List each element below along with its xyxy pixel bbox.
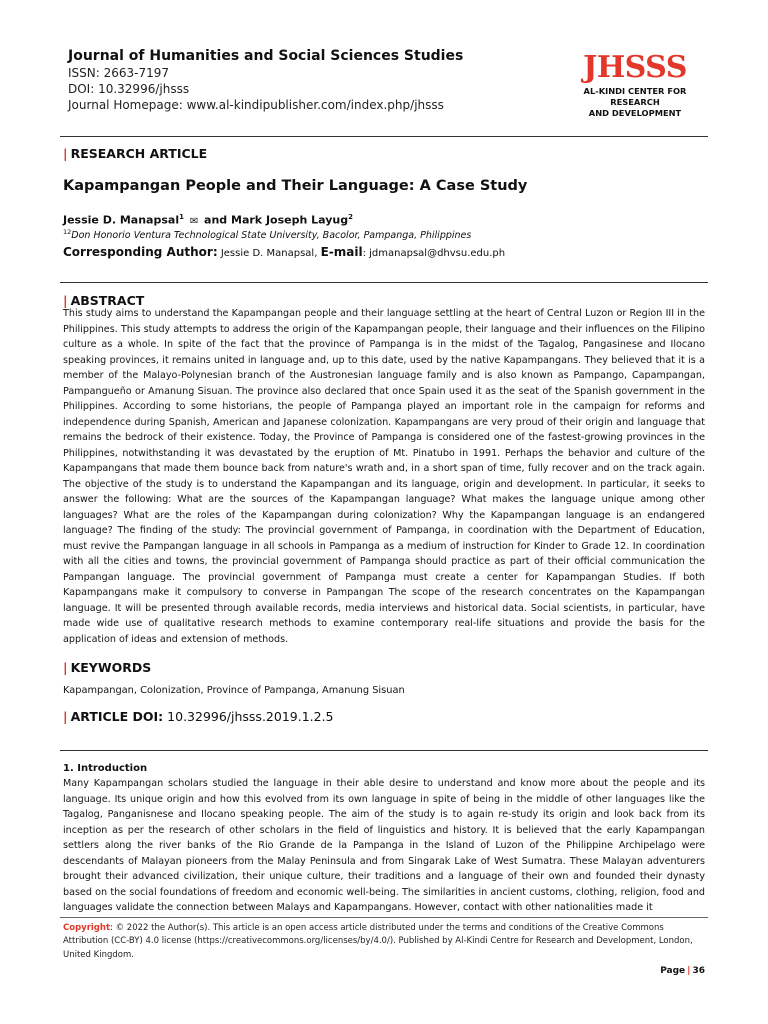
journal-title: Journal of Humanities and Social Sciences Studies [68,48,464,64]
article-doi-label: ARTICLE DOI: [70,709,164,724]
header-divider [60,136,708,137]
article-type [63,146,207,162]
keywords-heading-label: KEYWORDS [70,660,152,675]
copyright-label: Copyright [63,923,111,933]
page-number-value: 36 [692,966,705,976]
page-number [640,965,705,977]
article-doi [63,709,334,725]
section-bar-icon: | [687,966,691,976]
affiliation-text: Don Honorio Ventura Technological State University, Bacolor, Pampanga, Philippines [71,230,472,242]
center-name-line2: AND DEVELOPMENT [588,108,682,118]
corr-label: Corresponding Author: [63,245,218,259]
author-1-sup: 1 [179,213,184,221]
section-bar-icon: | [63,293,68,308]
intro-divider [60,750,708,751]
article-doi-value[interactable]: 10.32996/jhsss.2019.1.2.5 [163,709,334,724]
article-type-label: RESEARCH ARTICLE [70,146,208,161]
footer-divider [60,917,708,918]
introduction-text: Many Kapampangan scholars studied the language in their able desire to understand and know more about the people and its language. Its unique origin and how this evolved from its own language in spite of being in the middle of other languages like the Tagalog, Panganisnese and Ilocano speaking people. The aim of the study is to again re-study its origin and look back from its inception as per the research of other scholars in the field of linguistics and history. It is believed that the early Kapampangan settlers along the river banks of the Rio Grande de la Pampanga in the Island of Luzon of the Philippine Archipelago were descendants of Malayan pioneers from the Malay Peninsula and from Singarak Lake of West Sumatra. These Malayan adventurers brought their advanced civilization, their unique culture, their traditions and a language of their own and founded their dynasty based on the social foundations of freedom and economic well-being. The similarities in ancient customs, clothing, religion, food and languages validate the connection between Malays and Kapampangans. However, contact with other nationalities made it [63,778,705,913]
abstract-heading-label: ABSTRACT [70,293,145,308]
journal-issn: ISSN: 2663-7197 [68,66,170,80]
abstract-divider [60,282,708,283]
email-label: E-mail [320,245,363,259]
abstract-text: This study aims to understand the Kapampangan people and their language settling at the heart of Central Luzon or Region III in the Philippines. This study attempts to address the origin of the Kapampangan people, their language and their influences on the Filipino culture as a whole. In spite of the fact that the province of Pampanga is in the midst of the Tagalog, Pangasinese and Ilocano speaking provinces, it remains united in language and, up to this date, used by the native Kapampangans. They believed that it is a member of the Malayo-Polynesian branch of the Austronesian language family and is also known as Pampango, Capampangan, Pampangueño or Amanung Sisuan. The province also declared that once Spain used it as the seat of the Spanish government in the Philippines. According to some historians, the people of Pampanga played an important role in the campaign for reforms and independence during Spanish, American and Japanese colonization. Kapampangans are very proud of their origin and language that remains the bedrock of their existence. Today, the Province of Pampanga is considered one of the fastest-growing provinces in the Philippines, notwithstanding it was devastated by the eruption of Mt. Pinatubo in 1991. Perhaps the behavior and culture of the Kapampangans that made them bounce back from nature's wrath and, in a short span of time, fully recover and on the track again. The objective of the study is to understand the Kapampangan and its language, origin and development. In particular, it seeks to answer the following: What are the sources of the Kapampangan language? What makes the language unique among other languages? What are the roles of the Kapampangan during colonization? Why the Kapampangan language is an endangered language? The finding of the study: The provincial government of Pampanga, in coordination with the Department of Education, must revive the Pampangan language in all schools in Pampanga as a medium of instruction for Kinder to Grade 12. In coordination with all the cities and towns, the provincial government of Pampanga should practice as part of their official communication the Pampangan language. The provincial government of Pampanga must create a center for Kapampangan Studies. If both Kapampangans make it compulsory to converse in Pampangan The scope of the research concentrates on the Kapampangan language. It will be presented through available records, media interviews and historical data. Social scientists, in particular, have made wide use of qualitative research methods to examine contemporary real-life situations and provide the basis for the application of ideas and extension of methods. [63,308,705,645]
introduction-heading: 1. Introduction [63,763,148,774]
mail-icon[interactable]: ✉ [189,215,199,227]
affiliation-sup: 12 [63,228,72,236]
affiliation [63,226,471,242]
corresponding-author [63,245,505,261]
copyright-notice [63,922,703,962]
center-name-line1: AL-KINDI CENTER FOR RESEARCH [583,86,687,107]
keywords-text: Kapampangan, Colonization, Province of Pampanga, Amanung Sisuan [63,685,405,696]
author-1[interactable]: Jessie D. Manapsal [63,213,180,227]
corr-name: Jessie D. Manapsal, [220,248,318,259]
copyright-text: : © 2022 the Author(s). This article is an open access article distributed under the terms and conditions of the Creative Commons Attribution (CC-BY) 4.0 license (https://creativecommons.org/licenses/by/4.0/). Published by Al-Kindi Centre for Research and Development, London, United Kingdom. [63,923,693,960]
corr-email[interactable]: : jdmanapsal@dhvsu.edu.ph [362,248,506,259]
article-title: Kapampangan People and Their Language: A Case Study [63,178,528,194]
author-2[interactable]: Mark Joseph Layug [231,213,349,227]
author-2-sup: 2 [348,213,353,221]
journal-doi: DOI: 10.32996/jhsss [68,82,190,96]
keywords-heading [63,660,151,676]
page-label: Page [660,966,686,976]
journal-homepage[interactable]: Journal Homepage: www.al-kindipublisher.com/index.php/jhsss [68,98,444,112]
section-bar-icon: | [63,146,68,161]
journal-header [68,47,508,113]
jhsss-logo: JHSSS [583,50,687,85]
publisher-logo [560,50,710,119]
section-bar-icon: | [63,660,68,675]
author-and: and [200,213,231,227]
section-bar-icon: | [63,709,68,724]
